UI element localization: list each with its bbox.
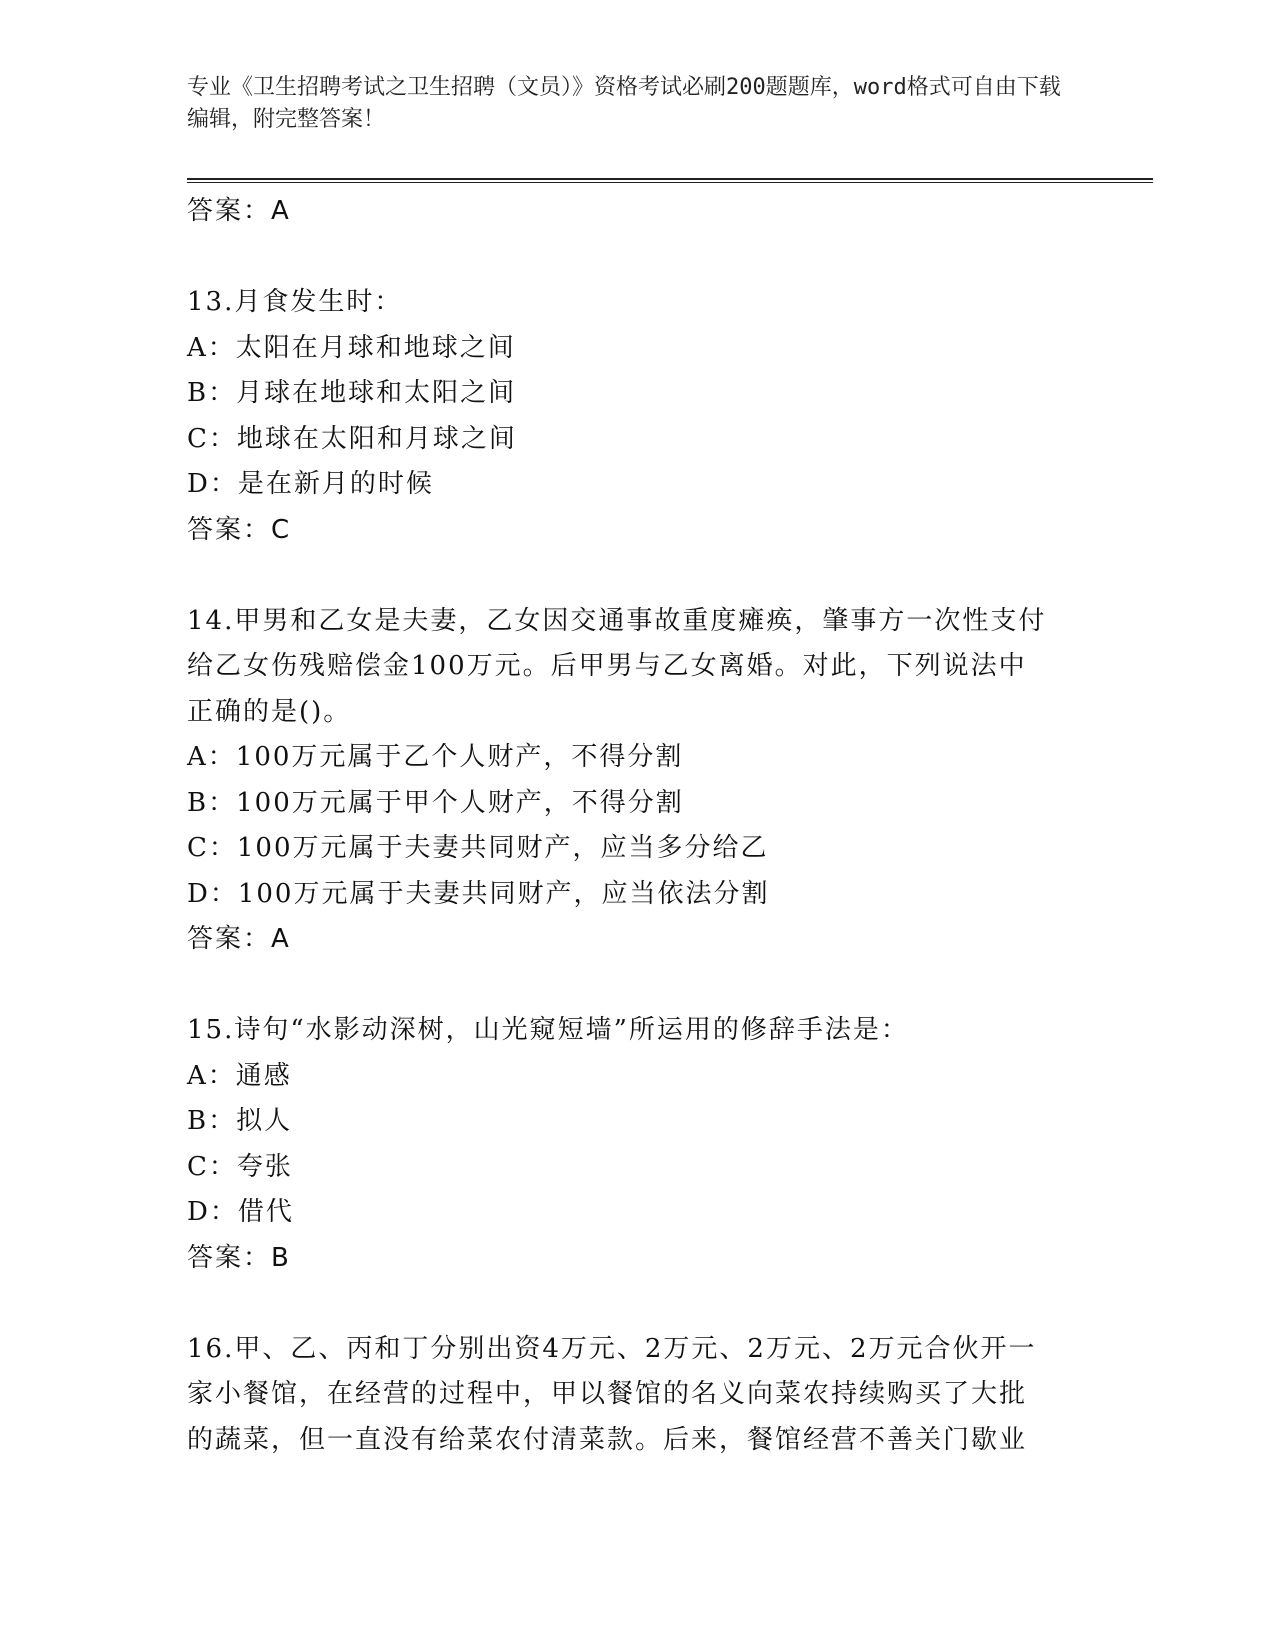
document-body xyxy=(187,189,1087,1463)
header-divider xyxy=(187,178,1153,180)
option-b: B：月球在地球和太阳之间 xyxy=(187,378,517,408)
option-c: C：100万元属于夫妻共同财产，应当多分给乙 xyxy=(187,833,769,863)
answer-line: 答案：A xyxy=(187,196,291,226)
question-stem: 15.诗句“水影动深树，山光窥短墙”所运用的修辞手法是： xyxy=(187,1015,909,1045)
option-a: A：100万元属于乙个人财产，不得分割 xyxy=(187,742,684,772)
option-d: D：借代 xyxy=(187,1197,294,1227)
option-d: D：100万元属于夫妻共同财产，应当依法分割 xyxy=(187,878,770,909)
header-divider-thin xyxy=(187,182,1153,183)
question-stem: 家小餐馆，在经营的过程中，甲以餐馆的名义向菜农持续购买了大批 xyxy=(187,1379,1028,1409)
document-header: 专业《卫生招聘考试之卫生招聘（文员）》资格考试必刷200题题库，word格式可自由下载编辑，附完整答案！ xyxy=(187,75,1061,132)
answer-line: 答案：B xyxy=(187,1242,291,1273)
question-stem: 16.甲、乙、丙和丁分别出资4万元、2万元、2万元、2万元合伙开一 xyxy=(187,1333,1037,1364)
option-c: C：夸张 xyxy=(187,1151,293,1182)
question-stem: 13.月食发生时： xyxy=(187,287,403,317)
option-d: D：是在新月的时候 xyxy=(187,469,434,499)
question-stem: 14.甲男和乙女是夫妻，乙女因交通事故重度瘫痪，肇事方一次性支付 xyxy=(187,605,1047,636)
option-b: B：100万元属于甲个人财产，不得分割 xyxy=(187,787,684,818)
question-stem: 的蔬菜，但一直没有给菜农付清菜款。后来，餐馆经营不善关门歇业 xyxy=(187,1424,1028,1455)
answer-line: 答案：C xyxy=(187,514,292,545)
option-a: A：通感 xyxy=(187,1060,292,1091)
option-c: C：地球在太阳和月球之间 xyxy=(187,423,517,454)
question-stem: 正确的是()。 xyxy=(187,696,352,727)
question-stem: 给乙女伤残赔偿金100万元。后甲男与乙女离婚。对此，下列说法中 xyxy=(187,651,1027,681)
option-b: B：拟人 xyxy=(187,1106,293,1136)
option-a: A：太阳在月球和地球之间 xyxy=(187,332,516,363)
answer-line: 答案：A xyxy=(187,924,291,954)
